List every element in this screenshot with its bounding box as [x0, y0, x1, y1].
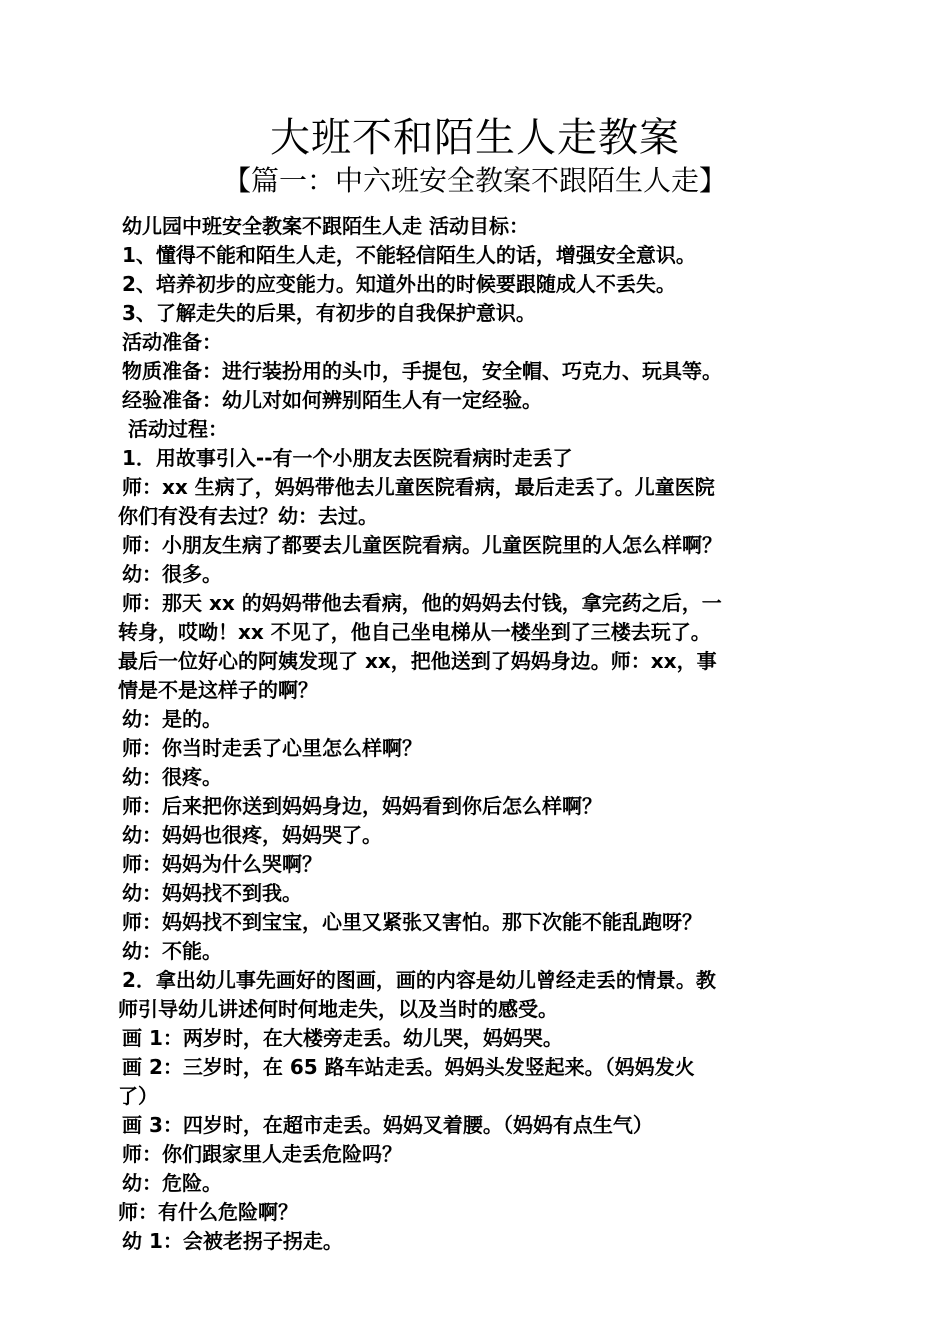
text-line: 画 2：三岁时，在 65 路车站走丢。妈妈头发竖起来。（妈妈发火 [122, 1055, 695, 1079]
text-line: 师：有什么危险啊？ [118, 1200, 298, 1224]
document-title: 大班不和陌生人走教案 [270, 115, 680, 161]
text-line: 幼：是的。 [122, 707, 222, 731]
text-line: 活动准备： [122, 330, 222, 354]
text-line: 1．用故事引入--有一个小朋友去医院看病时走丢了 [122, 446, 573, 470]
text-line: 物质准备：进行装扮用的头巾，手提包，安全帽、巧克力、玩具等。 [122, 359, 722, 383]
document-subtitle: 【篇一：中六班安全教案不跟陌生人走】 [222, 164, 727, 197]
text-line: 幼：很疼。 [122, 765, 222, 789]
document-body [118, 212, 838, 1256]
text-line: 活动过程： [128, 417, 228, 441]
text-line: 3、了解走失的后果，有初步的自我保护意识。 [122, 301, 536, 325]
text-line: 画 3：四岁时，在超市走丢。妈妈叉着腰。（妈妈有点生气） [122, 1113, 653, 1137]
text-line: 画 1：两岁时，在大楼旁走丢。幼儿哭，妈妈哭。 [122, 1026, 563, 1050]
text-line: 幼：危险。 [122, 1171, 222, 1195]
text-line: 幼 1：会被老拐子拐走。 [122, 1229, 343, 1253]
text-line: 2、培养初步的应变能力。知道外出的时候要跟随成人不丢失。 [122, 272, 676, 296]
text-line: 师：后来把你送到妈妈身边，妈妈看到你后怎么样啊？ [122, 794, 602, 818]
text-line: 幼儿园中班安全教案不跟陌生人走 活动目标： [122, 214, 529, 238]
text-line: 1、懂得不能和陌生人走，不能轻信陌生人的话，增强安全意识。 [122, 243, 696, 267]
text-line: 师：那天 xx 的妈妈带他去看病，他的妈妈去付钱，拿完药之后，一 [122, 591, 722, 615]
text-line: 情是不是这样子的啊？ [118, 678, 318, 702]
text-line: 师引导幼儿讲述何时何地走失，以及当时的感受。 [118, 997, 558, 1021]
text-line: 师：xx 生病了，妈妈带他去儿童医院看病，最后走丢了。儿童医院 [122, 475, 715, 499]
text-line: 你们有没有去过？幼：去过。 [118, 504, 378, 528]
text-line: 最后一位好心的阿姨发现了 xx，把他送到了妈妈身边。师：xx，事 [118, 649, 717, 673]
text-line: 了） [118, 1084, 158, 1108]
text-line: 幼：妈妈找不到我。 [122, 881, 302, 905]
text-line: 幼：妈妈也很疼，妈妈哭了。 [122, 823, 382, 847]
text-line: 幼：很多。 [122, 562, 222, 586]
text-line: 转身，哎呦！xx 不见了，他自己坐电梯从一楼坐到了三楼去玩了。 [118, 620, 711, 644]
text-line: 2．拿出幼儿事先画好的图画，画的内容是幼儿曾经走丢的情景。教 [122, 968, 716, 992]
text-line: 师：你们跟家里人走丢危险吗？ [122, 1142, 402, 1166]
text-line: 师：你当时走丢了心里怎么样啊？ [122, 736, 422, 760]
text-line: 经验准备：幼儿对如何辨别陌生人有一定经验。 [122, 388, 542, 412]
text-line: 师：妈妈为什么哭啊？ [122, 852, 322, 876]
text-line: 幼：不能。 [122, 939, 222, 963]
text-line: 师：妈妈找不到宝宝，心里又紧张又害怕。那下次能不能乱跑呀？ [122, 910, 702, 934]
text-line: 师：小朋友生病了都要去儿童医院看病。儿童医院里的人怎么样啊？ [122, 533, 722, 557]
